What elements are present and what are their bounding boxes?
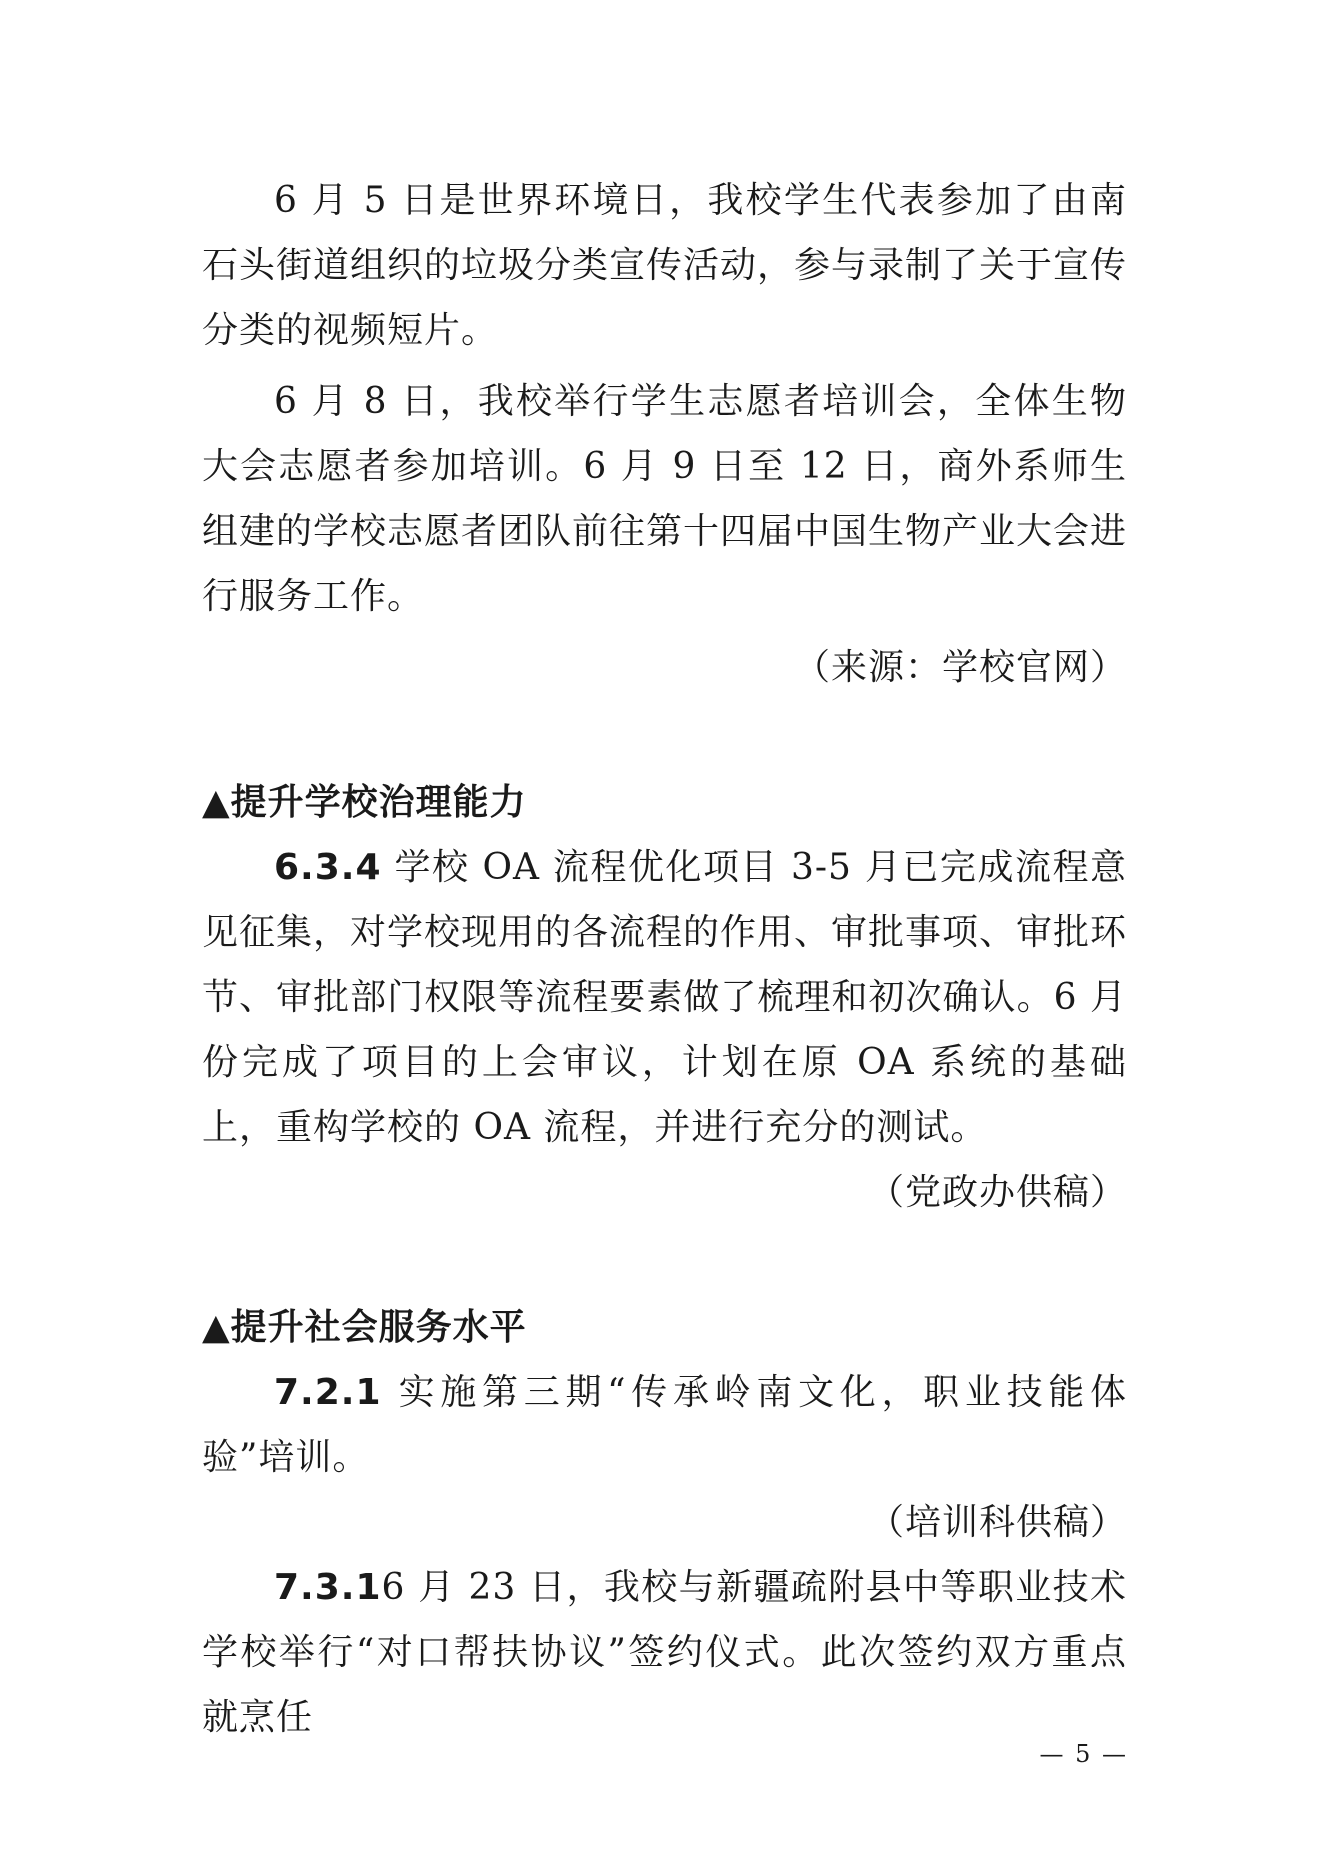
item-code-7-3-1: 7.3.1 bbox=[274, 1567, 382, 1608]
source-training-dept: （培训科供稿） bbox=[867, 1502, 1127, 1543]
source-school-website: （来源：学校官网） bbox=[793, 647, 1127, 688]
item-text-6-3-4: 学校 OA 流程优化项目 3-5 月已完成流程意见征集，对学校现用的各流程的作用、审批事项、审批环节、审批部门权限等流程要素做了梳理和初次确认。6 月份完成了项目的上会审议，计划在原 OA 系统的基础上，重构学校的 OA 流程，并进行充分的测试。 bbox=[202, 847, 1128, 1148]
item-text-7-3-1: 6 月 23 日，我校与新疆疏附县中等职业技术学校举行“对口帮扶协议”签约仪式。此次签约双方重点就烹任 bbox=[202, 1567, 1127, 1738]
item-code-6-3-4: 6.3.4 bbox=[274, 847, 382, 888]
item-code-7-2-1: 7.2.1 bbox=[274, 1372, 382, 1413]
paragraph-environment-day: 6 月 5 日是世界环境日，我校学生代表参加了由南石头街道组织的垃圾分类宣传活动，参与录制了关于宣传分类的视频短片。 bbox=[202, 180, 1128, 351]
source-party-office: （党政办供稿） bbox=[867, 1172, 1127, 1213]
paragraph-xinjiang-agreement bbox=[202, 1555, 1127, 1750]
item-text-7-2-1: 实施第三期“传承岭南文化，职业技能体验”培训。 bbox=[202, 1372, 1127, 1478]
page-content bbox=[202, 168, 1127, 1750]
page-number: — 5 — bbox=[1039, 1740, 1128, 1768]
section-heading-governance: ▲提升学校治理能力 bbox=[202, 782, 527, 823]
paragraph-lingnan-training bbox=[202, 1360, 1127, 1490]
section-heading-service: ▲提升社会服务水平 bbox=[202, 1307, 527, 1348]
paragraph-volunteer-training: 6 月 8 日，我校举行学生志愿者培训会，全体生物大会志愿者参加培训。6 月 9 日至 12 日，商外系师生组建的学校志愿者团队前往第十四届中国生物产业大会进行服务工作。 bbox=[202, 381, 1128, 617]
paragraph-oa-optimization bbox=[202, 835, 1127, 1160]
